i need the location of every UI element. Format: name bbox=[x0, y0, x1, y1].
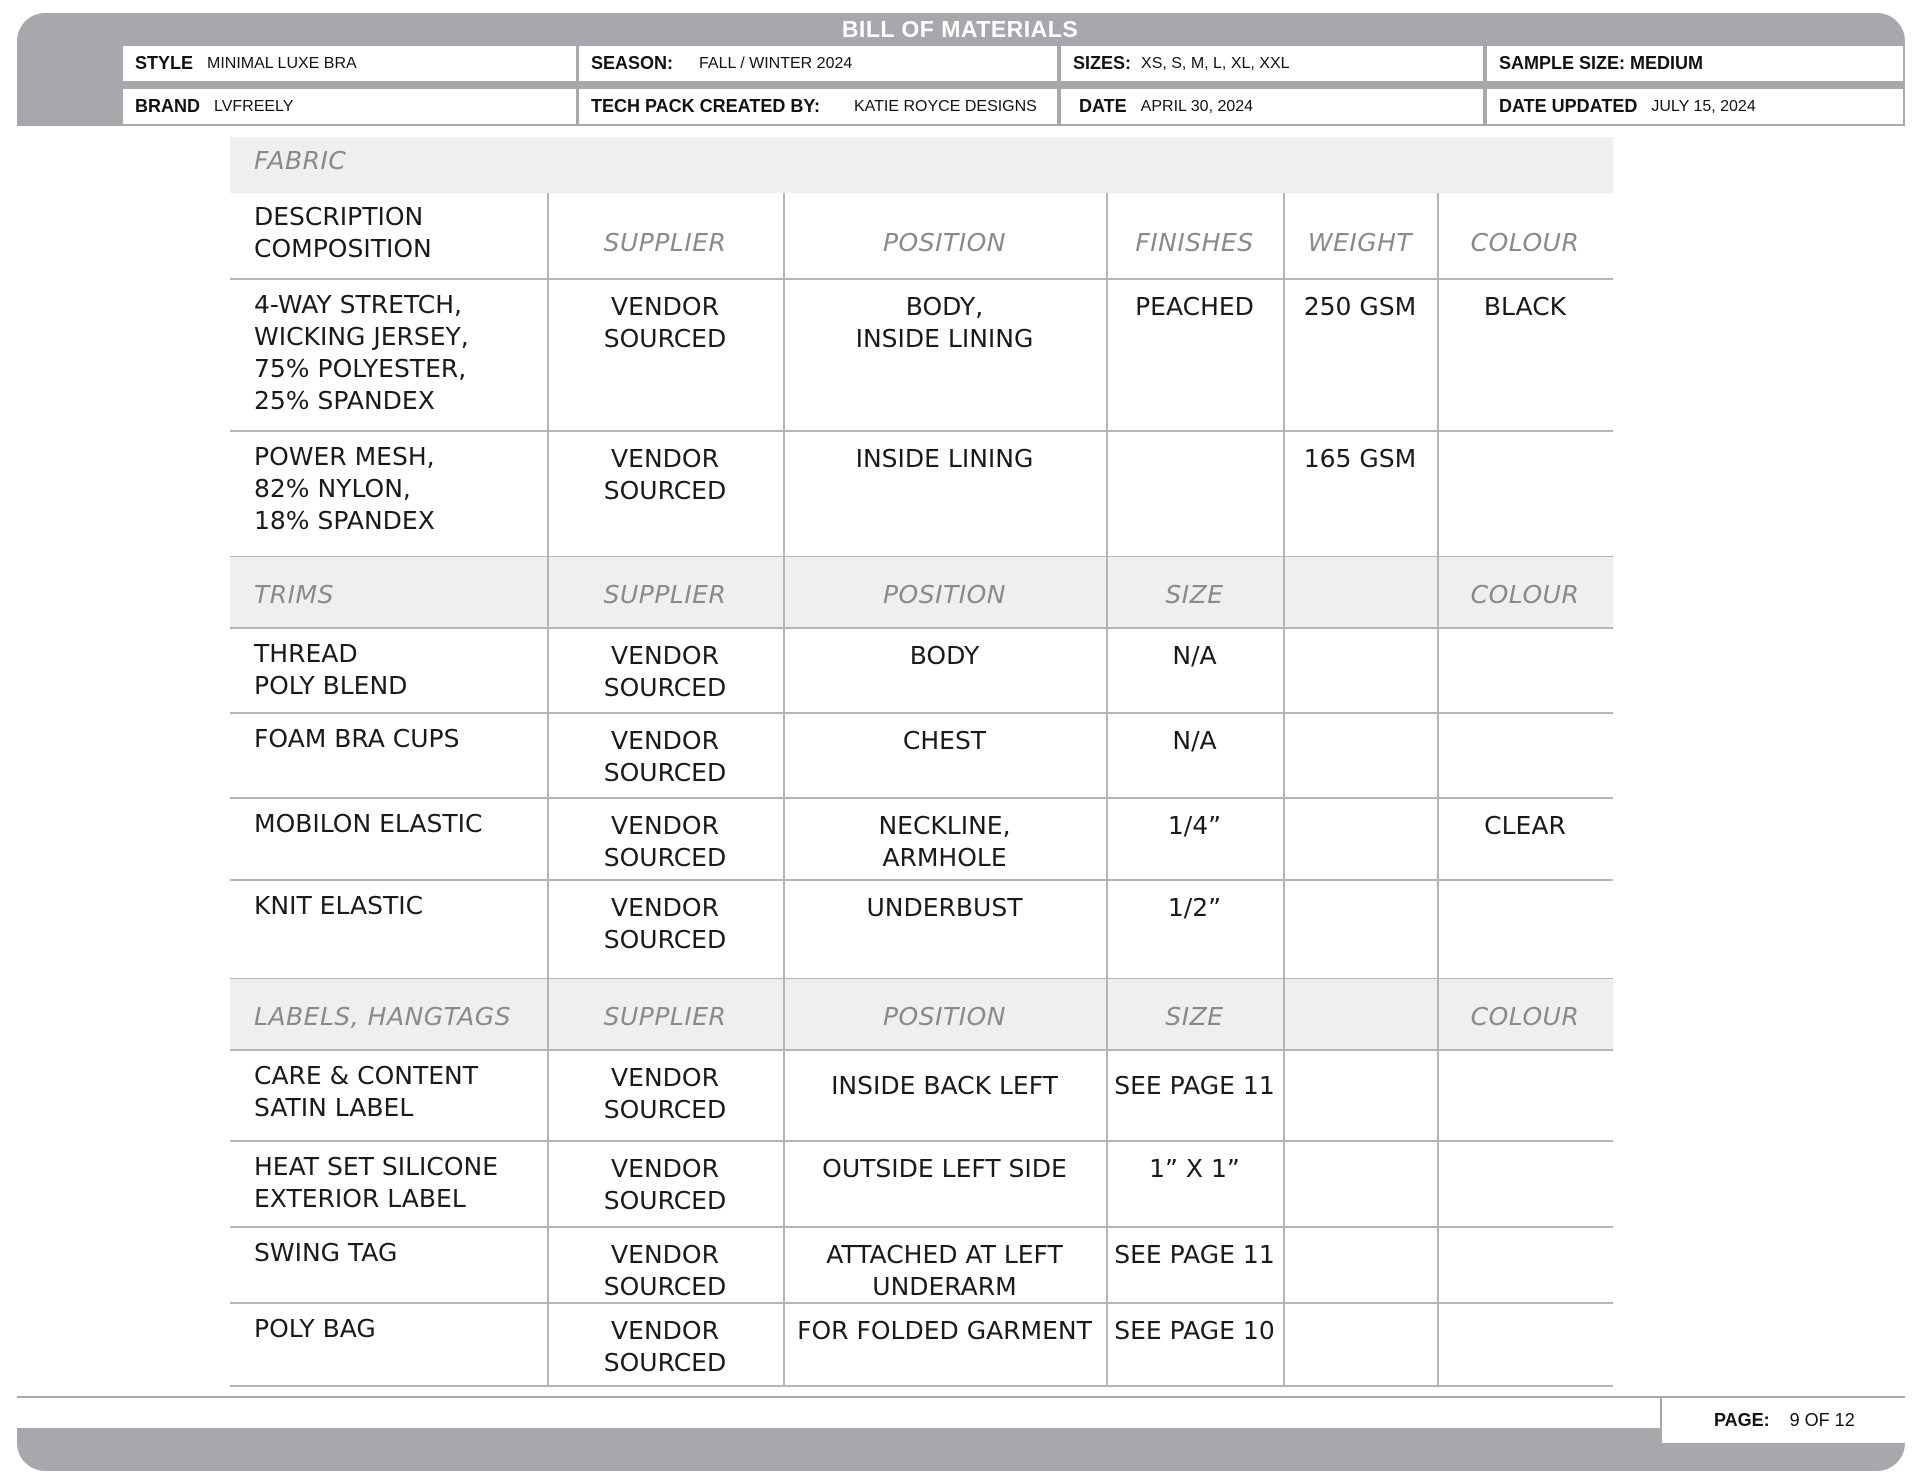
sizes-value: XS, S, M, L, XL, XXL bbox=[1141, 54, 1290, 72]
column-header bbox=[1283, 979, 1437, 1050]
labels-row bbox=[230, 1141, 1613, 1227]
brand-field bbox=[123, 89, 576, 124]
table-cell: SWING TAG bbox=[254, 1238, 398, 1267]
table-cell: CARE & CONTENT SATIN LABEL bbox=[254, 1061, 478, 1122]
page-value: 9 OF 12 bbox=[1789, 1410, 1855, 1430]
created-by-label: TECH PACK CREATED BY: bbox=[591, 96, 820, 116]
table-cell: VENDOR SOURCED bbox=[603, 811, 727, 872]
table-cell bbox=[1437, 880, 1613, 979]
season-value: FALL / WINTER 2024 bbox=[699, 54, 853, 72]
sample-size: SAMPLE SIZE: MEDIUM bbox=[1499, 53, 1704, 73]
column-header: SIZE bbox=[1165, 580, 1224, 609]
labels-column-headers bbox=[230, 979, 1613, 1050]
date-label: DATE bbox=[1079, 96, 1127, 116]
date-updated-label: DATE UPDATED bbox=[1499, 96, 1638, 116]
table-cell bbox=[1437, 1141, 1613, 1227]
table-cell: FOR FOLDED GARMENT bbox=[797, 1316, 1092, 1345]
table-cell: 1/4” bbox=[1167, 811, 1222, 840]
date-value: APRIL 30, 2024 bbox=[1140, 97, 1254, 115]
column-header: WEIGHT bbox=[1307, 228, 1413, 257]
table-cell: HEAT SET SILICONE EXTERIOR LABEL bbox=[254, 1152, 499, 1213]
column-divider bbox=[1437, 193, 1439, 1386]
style-field bbox=[123, 46, 576, 81]
table-cell: INSIDE LINING bbox=[855, 444, 1034, 473]
table-cell: POLY BAG bbox=[254, 1314, 376, 1343]
bill-of-materials-table bbox=[230, 137, 1613, 1386]
fabric-column-headers bbox=[230, 193, 1613, 279]
section-title: FABRIC bbox=[254, 146, 347, 175]
table-cell: VENDOR SOURCED bbox=[603, 1240, 727, 1301]
column-header: POSITION bbox=[882, 228, 1007, 257]
table-cell bbox=[1106, 431, 1283, 557]
labels-row bbox=[230, 1303, 1613, 1386]
table-cell: VENDOR SOURCED bbox=[603, 893, 727, 954]
table-cell: OUTSIDE LEFT SIDE bbox=[822, 1154, 1067, 1183]
created-by-field bbox=[579, 89, 1057, 124]
table-cell bbox=[1437, 713, 1613, 798]
table-cell bbox=[1437, 1227, 1613, 1303]
column-header: LABELS, HANGTAGS bbox=[254, 1002, 511, 1031]
table-cell: CHEST bbox=[902, 726, 987, 755]
labels-row bbox=[230, 1050, 1613, 1141]
table-cell: VENDOR SOURCED bbox=[603, 1154, 727, 1215]
date-updated-value: JULY 15, 2024 bbox=[1651, 97, 1756, 115]
table-cell bbox=[1283, 713, 1437, 798]
column-divider bbox=[1106, 193, 1108, 1386]
table-cell bbox=[1437, 1050, 1613, 1141]
table-cell: SEE PAGE 10 bbox=[1114, 1316, 1275, 1345]
fabric-row bbox=[230, 279, 1613, 431]
column-header: COLOUR bbox=[1470, 580, 1580, 609]
table-cell bbox=[1437, 628, 1613, 713]
column-header: COLOUR bbox=[1470, 1002, 1580, 1031]
table-cell: VENDOR SOURCED bbox=[603, 641, 727, 702]
season-label: SEASON: bbox=[591, 53, 674, 73]
table-cell: PEACHED bbox=[1135, 292, 1254, 321]
table-cell: MOBILON ELASTIC bbox=[254, 809, 483, 838]
table-cell: N/A bbox=[1172, 726, 1217, 755]
table-cell bbox=[1283, 1303, 1437, 1386]
table-cell: VENDOR SOURCED bbox=[603, 1063, 727, 1124]
table-cell bbox=[1437, 1303, 1613, 1386]
table-cell: FOAM BRA CUPS bbox=[254, 724, 460, 753]
column-header: SIZE bbox=[1165, 1002, 1224, 1031]
table-cell: NECKLINE, ARMHOLE bbox=[878, 811, 1011, 872]
table-cell bbox=[1283, 880, 1437, 979]
sample-size-field bbox=[1487, 46, 1903, 81]
table-cell: VENDOR SOURCED bbox=[603, 1316, 727, 1377]
table-cell: SEE PAGE 11 bbox=[1114, 1240, 1275, 1269]
table-cell: 1” X 1” bbox=[1149, 1154, 1240, 1183]
table-cell: ATTACHED AT LEFT UNDERARM bbox=[826, 1240, 1063, 1301]
table-cell: VENDOR SOURCED bbox=[603, 292, 727, 353]
fabric-row bbox=[230, 431, 1613, 557]
created-by-value: KATIE ROYCE DESIGNS bbox=[854, 97, 1037, 115]
column-divider bbox=[547, 193, 549, 1386]
footer-divider bbox=[17, 1396, 1905, 1398]
column-header bbox=[1283, 557, 1437, 628]
table-cell bbox=[1283, 1227, 1437, 1303]
column-header: SUPPLIER bbox=[603, 228, 727, 257]
page-label: PAGE: bbox=[1714, 1410, 1770, 1430]
column-header: SUPPLIER bbox=[603, 580, 727, 609]
column-divider bbox=[1283, 193, 1285, 1386]
column-divider bbox=[783, 193, 785, 1386]
sizes-field bbox=[1061, 46, 1483, 81]
column-header: SUPPLIER bbox=[603, 1002, 727, 1031]
table-cell bbox=[1283, 628, 1437, 713]
sizes-label: SIZES: bbox=[1073, 53, 1132, 73]
table-cell: INSIDE BACK LEFT bbox=[831, 1071, 1058, 1100]
brand-label: BRAND bbox=[135, 96, 200, 116]
table-cell: KNIT ELASTIC bbox=[254, 891, 424, 920]
column-header: POSITION bbox=[882, 1002, 1007, 1031]
table-cell: UNDERBUST bbox=[866, 893, 1023, 922]
style-label: STYLE bbox=[135, 53, 194, 73]
table-cell bbox=[1283, 1141, 1437, 1227]
trims-column-headers bbox=[230, 557, 1613, 628]
date-updated-field bbox=[1487, 89, 1903, 124]
table-cell: BODY, INSIDE LINING bbox=[855, 292, 1034, 353]
column-header: FINISHES bbox=[1135, 228, 1254, 257]
date-field bbox=[1061, 89, 1483, 124]
trims-row bbox=[230, 628, 1613, 713]
table-cell: SEE PAGE 11 bbox=[1114, 1071, 1275, 1100]
style-value: MINIMAL LUXE BRA bbox=[207, 54, 357, 72]
table-cell bbox=[1283, 1050, 1437, 1141]
table-cell: CLEAR bbox=[1484, 811, 1566, 840]
trims-row bbox=[230, 713, 1613, 798]
table-cell: 4-WAY STRETCH, WICKING JERSEY, 75% POLYESTER, 25% SPANDEX bbox=[254, 290, 469, 415]
table-cell: BODY bbox=[909, 641, 980, 670]
table-cell: N/A bbox=[1172, 641, 1217, 670]
trims-row bbox=[230, 880, 1613, 979]
fabric-section-header bbox=[230, 137, 1613, 193]
table-cell: 1/2” bbox=[1167, 893, 1222, 922]
table-cell: THREAD POLY BLEND bbox=[254, 639, 408, 700]
table-cell: BLACK bbox=[1483, 292, 1567, 321]
table-cell: 165 GSM bbox=[1303, 444, 1417, 473]
column-header: DESCRIPTION COMPOSITION bbox=[254, 202, 432, 263]
table-cell bbox=[1283, 798, 1437, 880]
table-cell: POWER MESH, 82% NYLON, 18% SPANDEX bbox=[254, 442, 435, 535]
document-title: BILL OF MATERIALS bbox=[841, 16, 1079, 42]
table-cell bbox=[1437, 431, 1613, 557]
column-header: TRIMS bbox=[254, 580, 334, 609]
column-header: POSITION bbox=[882, 580, 1007, 609]
table-cell: VENDOR SOURCED bbox=[603, 444, 727, 505]
row-divider bbox=[230, 1385, 1613, 1387]
season-field bbox=[579, 46, 1057, 81]
page-number bbox=[1660, 1398, 1907, 1443]
brand-value: LVFREELY bbox=[214, 97, 294, 115]
labels-row bbox=[230, 1227, 1613, 1303]
column-header: COLOUR bbox=[1470, 228, 1580, 257]
table-cell: 250 GSM bbox=[1303, 292, 1417, 321]
trims-row bbox=[230, 798, 1613, 880]
table-cell: VENDOR SOURCED bbox=[603, 726, 727, 787]
